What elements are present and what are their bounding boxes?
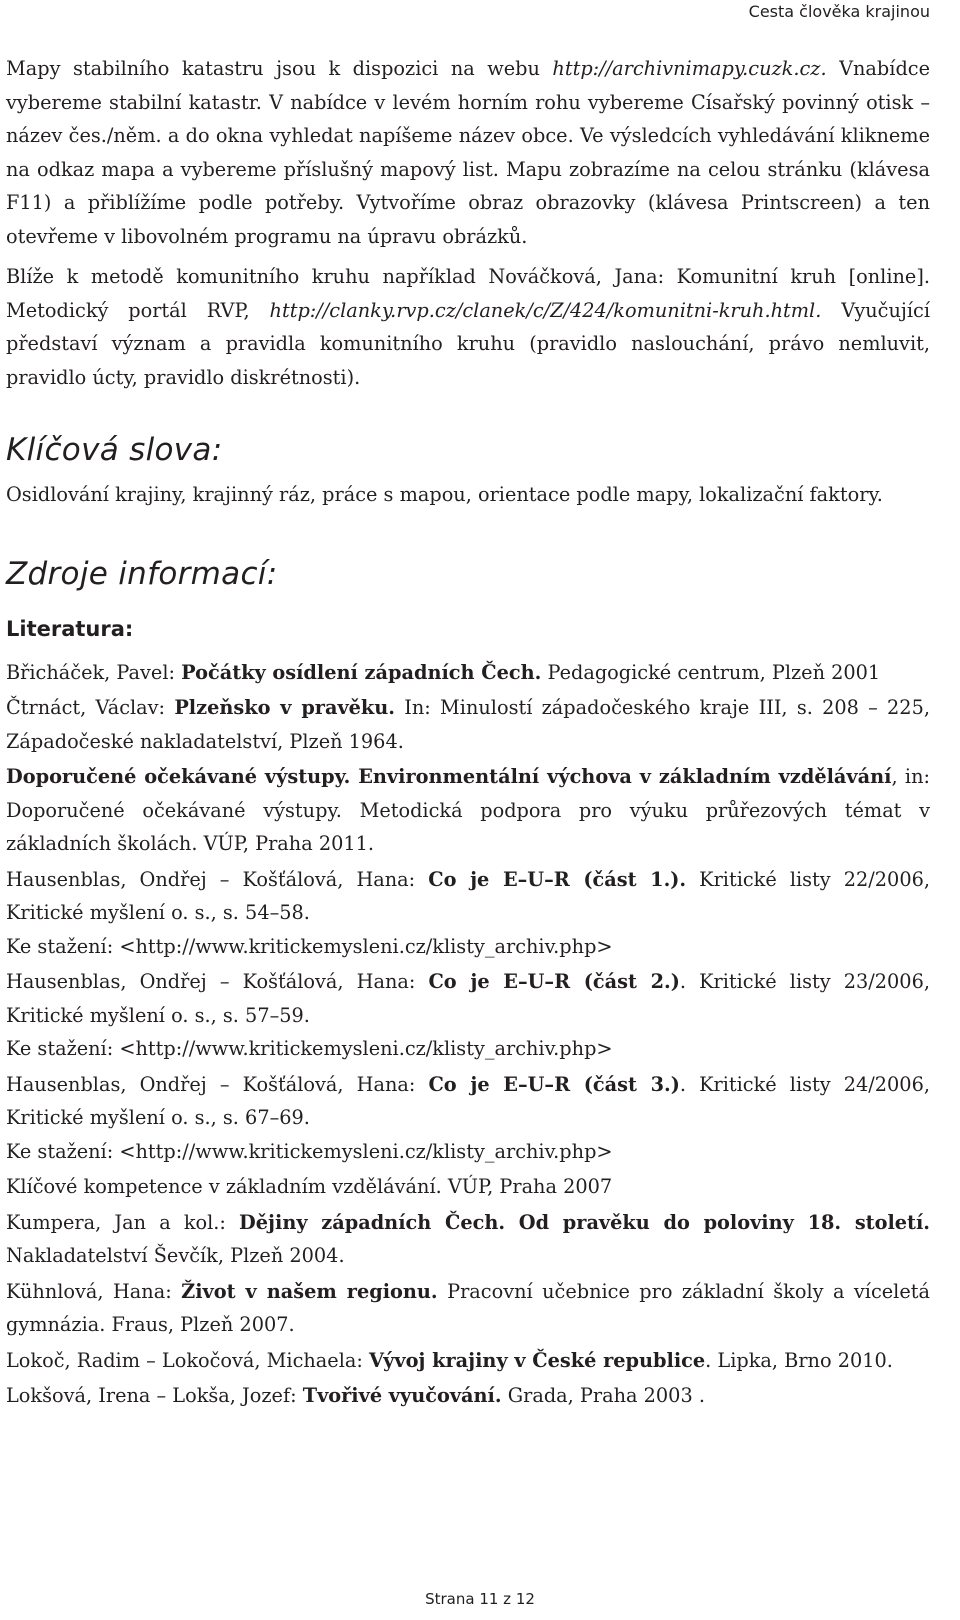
- ref-title: Co je E–U–R (část 1.).: [428, 867, 687, 891]
- reference-entry: [6, 1068, 930, 1169]
- literature-heading: Literatura:: [6, 616, 134, 641]
- download-link[interactable]: Ke stažení: <http://www.kritickemysleni.cz/klisty_archiv.php>: [6, 1139, 613, 1163]
- reference-entry: Klíčové kompetence v základním vzdělávání. VÚP, Praha 2007: [6, 1175, 613, 1198]
- running-header: Cesta člověka krajinou: [748, 2, 930, 21]
- ref-title: Plzeňsko v pravěku.: [174, 696, 396, 719]
- text-run: Vnabídce vybereme stabilní katastr. V nabídce v levém horním rohu vybereme Císařský povinný otisk – název čes./něm. a do okna vyhledat napíšeme název obce. Ve výsledcích vyhledávání klikneme na odkaz mapa a vybereme příslušný mapový list. Mapu zobrazíme na celou stránku (klávesa F11) a přiblížíme podle potřeby. Vytvoříme obraz obrazovky (klávesa Printscreen) a ten otevřeme v libovolném programu na úpravu obrázků.: [6, 57, 930, 248]
- ref-details: Nakladatelství Ševčík, Plzeň 2004.: [6, 1244, 345, 1267]
- reference-entry: [6, 691, 930, 758]
- ref-author: Hausenblas, Ondřej – Košťálová, Hana:: [6, 1072, 429, 1096]
- reference-entry: [6, 1344, 930, 1378]
- reference-entry: [6, 760, 930, 861]
- text-run: Vyučující představí význam a pravidla komunitního kruhu (pravidlo naslouchání, právo nemluvit, pravidlo úcty, pravidlo diskrétnosti).: [6, 298, 930, 389]
- ref-title: Tvořivé vyučování.: [302, 1384, 502, 1407]
- paragraph-community-circle: [6, 260, 930, 394]
- paragraph-map-instructions: [6, 52, 930, 253]
- rvp-article-link[interactable]: http://clanky.rvp.cz/clanek/c/Z/424/komunitni-kruh.html.: [269, 298, 822, 322]
- ref-title: Život v našem regionu.: [181, 1279, 438, 1303]
- ref-author: Lokšová, Irena – Lokša, Jozef:: [6, 1384, 303, 1407]
- reference-entry: [6, 863, 930, 964]
- document-body: [6, 52, 930, 1413]
- ref-title: Co je E–U–R (část 3.): [428, 1072, 680, 1096]
- ref-details: In: Minulostí západočeského kraje III, s. 208 – 225, Západočeské nakladatelství, Plzeň 1964.: [6, 696, 930, 753]
- reference-entry: [6, 1275, 930, 1342]
- ref-author: Hausenblas, Ondřej – Košťálová, Hana:: [6, 867, 429, 891]
- ref-title: Vývoj krajiny v České republice: [368, 1348, 706, 1372]
- ref-author: Kumpera, Jan a kol.:: [6, 1210, 240, 1234]
- sources-heading: Zdroje informací:: [6, 555, 278, 592]
- keywords-text: Osidlování krajiny, krajinný ráz, práce s mapou, orientace podle mapy, lokalizační faktory.: [6, 483, 883, 506]
- ref-author: Kühnlová, Hana:: [6, 1279, 182, 1303]
- ref-title: Doporučené očekávané výstupy. Environmentální výchova v základním vzdělávání: [6, 765, 892, 788]
- ref-author: Břicháček, Pavel:: [6, 660, 182, 684]
- page-number: Strana 11 z 12: [425, 1590, 535, 1608]
- ref-details: , in: Doporučené očekávané výstupy. Metodická podpora pro výuku průřezových témat v základních školách. VÚP, Praha 2011.: [6, 765, 930, 855]
- ref-details: . Lipka, Brno 2010.: [705, 1348, 893, 1372]
- reference-entry: [6, 965, 930, 1066]
- ref-title: Dějiny západních Čech. Od pravěku do poloviny 18. století.: [239, 1210, 930, 1234]
- ref-details: . Kritické listy 23/2006, Kritické myšlení o. s., s. 57–59.: [6, 970, 930, 1027]
- ref-title: Počátky osídlení západních Čech.: [181, 660, 542, 684]
- ref-title: Co je E–U–R (část 2.): [428, 970, 680, 993]
- text-run: Mapy stabilního katastru jsou k dispozici na webu: [6, 57, 553, 80]
- reference-entry: [6, 656, 930, 690]
- ref-details: Pracovní učebnice pro základní školy a víceletá gymnázia. Fraus, Plzeň 2007.: [6, 1279, 930, 1336]
- archive-map-link[interactable]: http://archivnimapy.cuzk.cz.: [552, 57, 827, 80]
- ref-author: Lokoč, Radim – Lokočová, Michaela:: [6, 1348, 369, 1372]
- reference-entry: [6, 1379, 930, 1413]
- ref-author: Hausenblas, Ondřej – Košťálová, Hana:: [6, 970, 429, 993]
- ref-details: Pedagogické centrum, Plzeň 2001: [541, 660, 881, 684]
- ref-author: Čtrnáct, Václav:: [6, 696, 175, 719]
- text-run: Blíže k metodě komunitního kruhu například Nováčková, Jana: Komunitní kruh [online]. Metodický portál RVP,: [6, 265, 930, 322]
- download-link[interactable]: Ke stažení: <http://www.kritickemysleni.cz/klisty_archiv.php>: [6, 1037, 613, 1060]
- keywords-heading: Klíčová slova:: [6, 432, 223, 468]
- download-link[interactable]: Ke stažení: <http://www.kritickemysleni.cz/klisty_archiv.php>: [6, 934, 613, 958]
- reference-entry: [6, 1206, 930, 1273]
- ref-details: Grada, Praha 2003 .: [501, 1384, 705, 1407]
- ref-details: Kritické listy 22/2006, Kritické myšlení o. s., s. 54–58.: [6, 867, 930, 924]
- ref-details: . Kritické listy 24/2006, Kritické myšlení o. s., s. 67–69.: [6, 1072, 930, 1129]
